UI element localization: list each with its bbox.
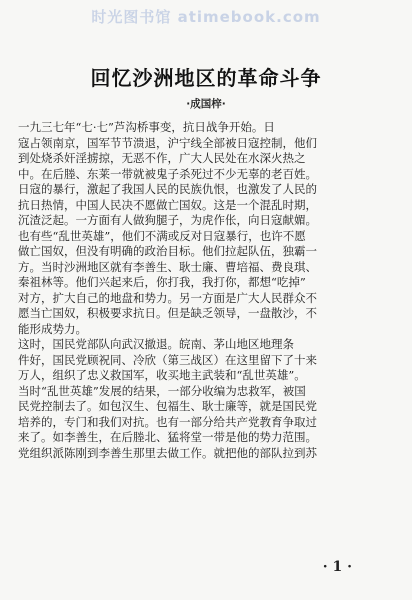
text-line: 日寇的暴行，激起了我国人民的民族仇恨，也激发了人民的 (18, 182, 317, 196)
text-line: 抗日热情，中国人民决不愿做亡国奴。这是一个混乱时期， (18, 197, 317, 212)
text-line: 这时，国民党部队向武汉撤退。皖南、茅山地区地理条 (18, 337, 294, 351)
text-line: 来了。如李善生，在后塍北、猛将堂一带是他的势力范围。 (18, 430, 317, 444)
text-line: 沉渣泛起。一方面有人做狗腿子，为虎作伥，向日寇献媚。 (18, 213, 317, 227)
page-number: · 1 · (322, 559, 352, 575)
text-line: 愿当亡国奴，积极要求抗日。但是缺乏领导，一盘散沙，不 (18, 306, 317, 320)
text-line: 万人，组织了忠义救国军，收买地主武装和“乱世英雄”。 (18, 368, 306, 382)
text-line: 民党控制去了。如包汉生、包福生、耿士廉等，就是国民党 (18, 399, 317, 413)
article-body (18, 120, 398, 461)
text-line: 也有些“乱世英雄”，他们不满或反对日寇暴行，也许不愿 (18, 228, 306, 243)
text-line: 件好，国民党顾祝同、冷欣（第三战区）在这里留下了十来 (18, 352, 317, 367)
text-line: 秦祖林等。他们兴起来后，你打我，我打你，都想“吃掉” (18, 275, 306, 289)
text-line: 做亡国奴，但没有明确的政治目标。他们拉起队伍，独霸一 (18, 244, 317, 258)
text-line: 当时“乱世英雄”发展的结果，一部分收编为忠救军，被国 (18, 383, 306, 398)
text-line: 党组织派陈刚到李善生那里去做工作。就把他的部队拉到苏 (18, 445, 317, 460)
watermark: 时光图书馆 atimebook.com (91, 8, 321, 26)
text-line: 对方，扩大自己的地盘和势力。另一方面是广大人民群众不 (18, 290, 317, 305)
text-line: 培养的，专门和我们对抗。也有一部分给共产党教育争取过 (18, 414, 317, 429)
text-line: 一九三七年“七·七”芦沟桥事变，抗日战争开始。日 (18, 120, 275, 134)
text-line: 能形成势力。 (18, 321, 87, 336)
text-line: 寇占领南京，国军节节溃退，沪宁线全部被日寇控制，他们 (18, 135, 317, 150)
text-line: 到处烧杀奸淫掳掠，无恶不作，广大人民处在水深火热之 (18, 151, 306, 165)
text-line: 中。在后塍、东莱一带就被鬼子杀死过不少无辜的老百姓。 (18, 166, 317, 181)
article-title: 回忆沙洲地区的革命斗争 (90, 66, 322, 90)
text-line: 方。当时沙洲地区就有李善生、耿士廉、曹培福、费良琪、 (18, 259, 317, 274)
author-byline: ·成国梓· (186, 98, 226, 110)
